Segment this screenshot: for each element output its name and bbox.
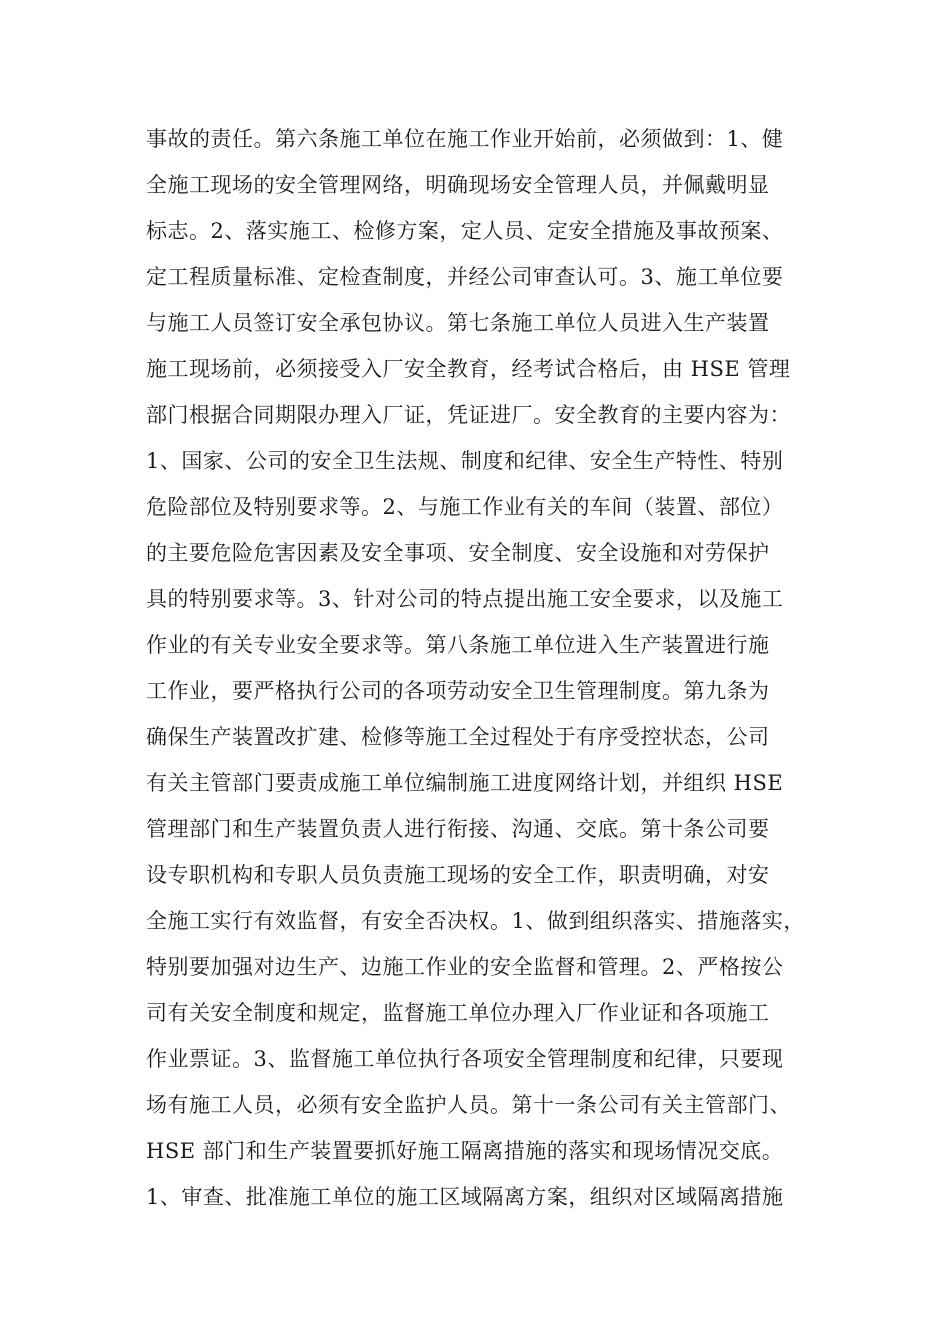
text-line-10: 的主要危险危害因素及安全事项、安全制度、安全设施和对劳保护 [146, 541, 770, 565]
text-line-4: 定工程质量标准、定检查制度，并经公司审查认可。3、施工单位要 [146, 265, 784, 289]
text-line-9: 危险部位及特别要求等。2、与施工作业有关的车间（装置、部位） [146, 495, 784, 519]
text-line-5: 与施工人员签订安全承包协议。第七条施工单位人员进入生产装置 [146, 311, 770, 335]
text-line-14: 确保生产装置改扩建、检修等施工全过程处于有序受控状态，公司 [146, 725, 770, 749]
body-text [146, 116, 826, 1220]
text-line-13: 工作业，要严格执行公司的各项劳动安全卫生管理制度。第九条为 [146, 679, 770, 703]
text-line-20: 司有关安全制度和规定，监督施工单位办理入厂作业证和各项施工 [146, 1001, 770, 1025]
text-line-16: 管理部门和生产装置负责人进行衔接、沟通、交底。第十条公司要 [146, 817, 770, 841]
text-line-15: 有关主管部门要责成施工单位编制施工进度网络计划，并组织 HSE [146, 771, 784, 795]
text-line-17: 设专职机构和专职人员负责施工现场的安全工作，职责明确，对安 [146, 863, 770, 887]
text-line-21: 作业票证。3、监督施工单位执行各项安全管理制度和纪律，只要现 [146, 1047, 784, 1071]
text-line-2: 全施工现场的安全管理网络，明确现场安全管理人员，并佩戴明显 [146, 173, 770, 197]
text-line-8: 1、国家、公司的安全卫生法规、制度和纪律、安全生产特性、特别 [146, 449, 784, 473]
text-line-7: 部门根据合同期限办理入厂证，凭证进厂。安全教育的主要内容为： [146, 403, 791, 427]
text-line-23: HSE 部门和生产装置要抓好施工隔离措施的落实和现场情况交底。 [146, 1139, 784, 1163]
text-line-18: 全施工实行有效监督，有安全否决权。1、做到组织落实、措施落实， [146, 909, 805, 933]
text-line-12: 作业的有关专业安全要求等。第八条施工单位进入生产装置进行施 [146, 633, 770, 657]
text-line-24: 1、审查、批准施工单位的施工区域隔离方案，组织对区域隔离措施 [146, 1185, 784, 1209]
text-line-19: 特别要加强对边生产、边施工作业的安全监督和管理。2、严格按公 [146, 955, 784, 979]
text-line-11: 具的特别要求等。3、针对公司的特点提出施工安全要求，以及施工 [146, 587, 784, 611]
text-line-22: 场有施工人员，必须有安全监护人员。第十一条公司有关主管部门、 [146, 1093, 791, 1117]
text-line-3: 标志。2、落实施工、检修方案，定人员、定安全措施及事故预案、 [146, 219, 784, 243]
text-line-6: 施工现场前，必须接受入厂安全教育，经考试合格后，由 HSE 管理 [146, 357, 791, 381]
text-line-1: 事故的责任。第六条施工单位在施工作业开始前，必须做到：1、健 [146, 127, 784, 151]
